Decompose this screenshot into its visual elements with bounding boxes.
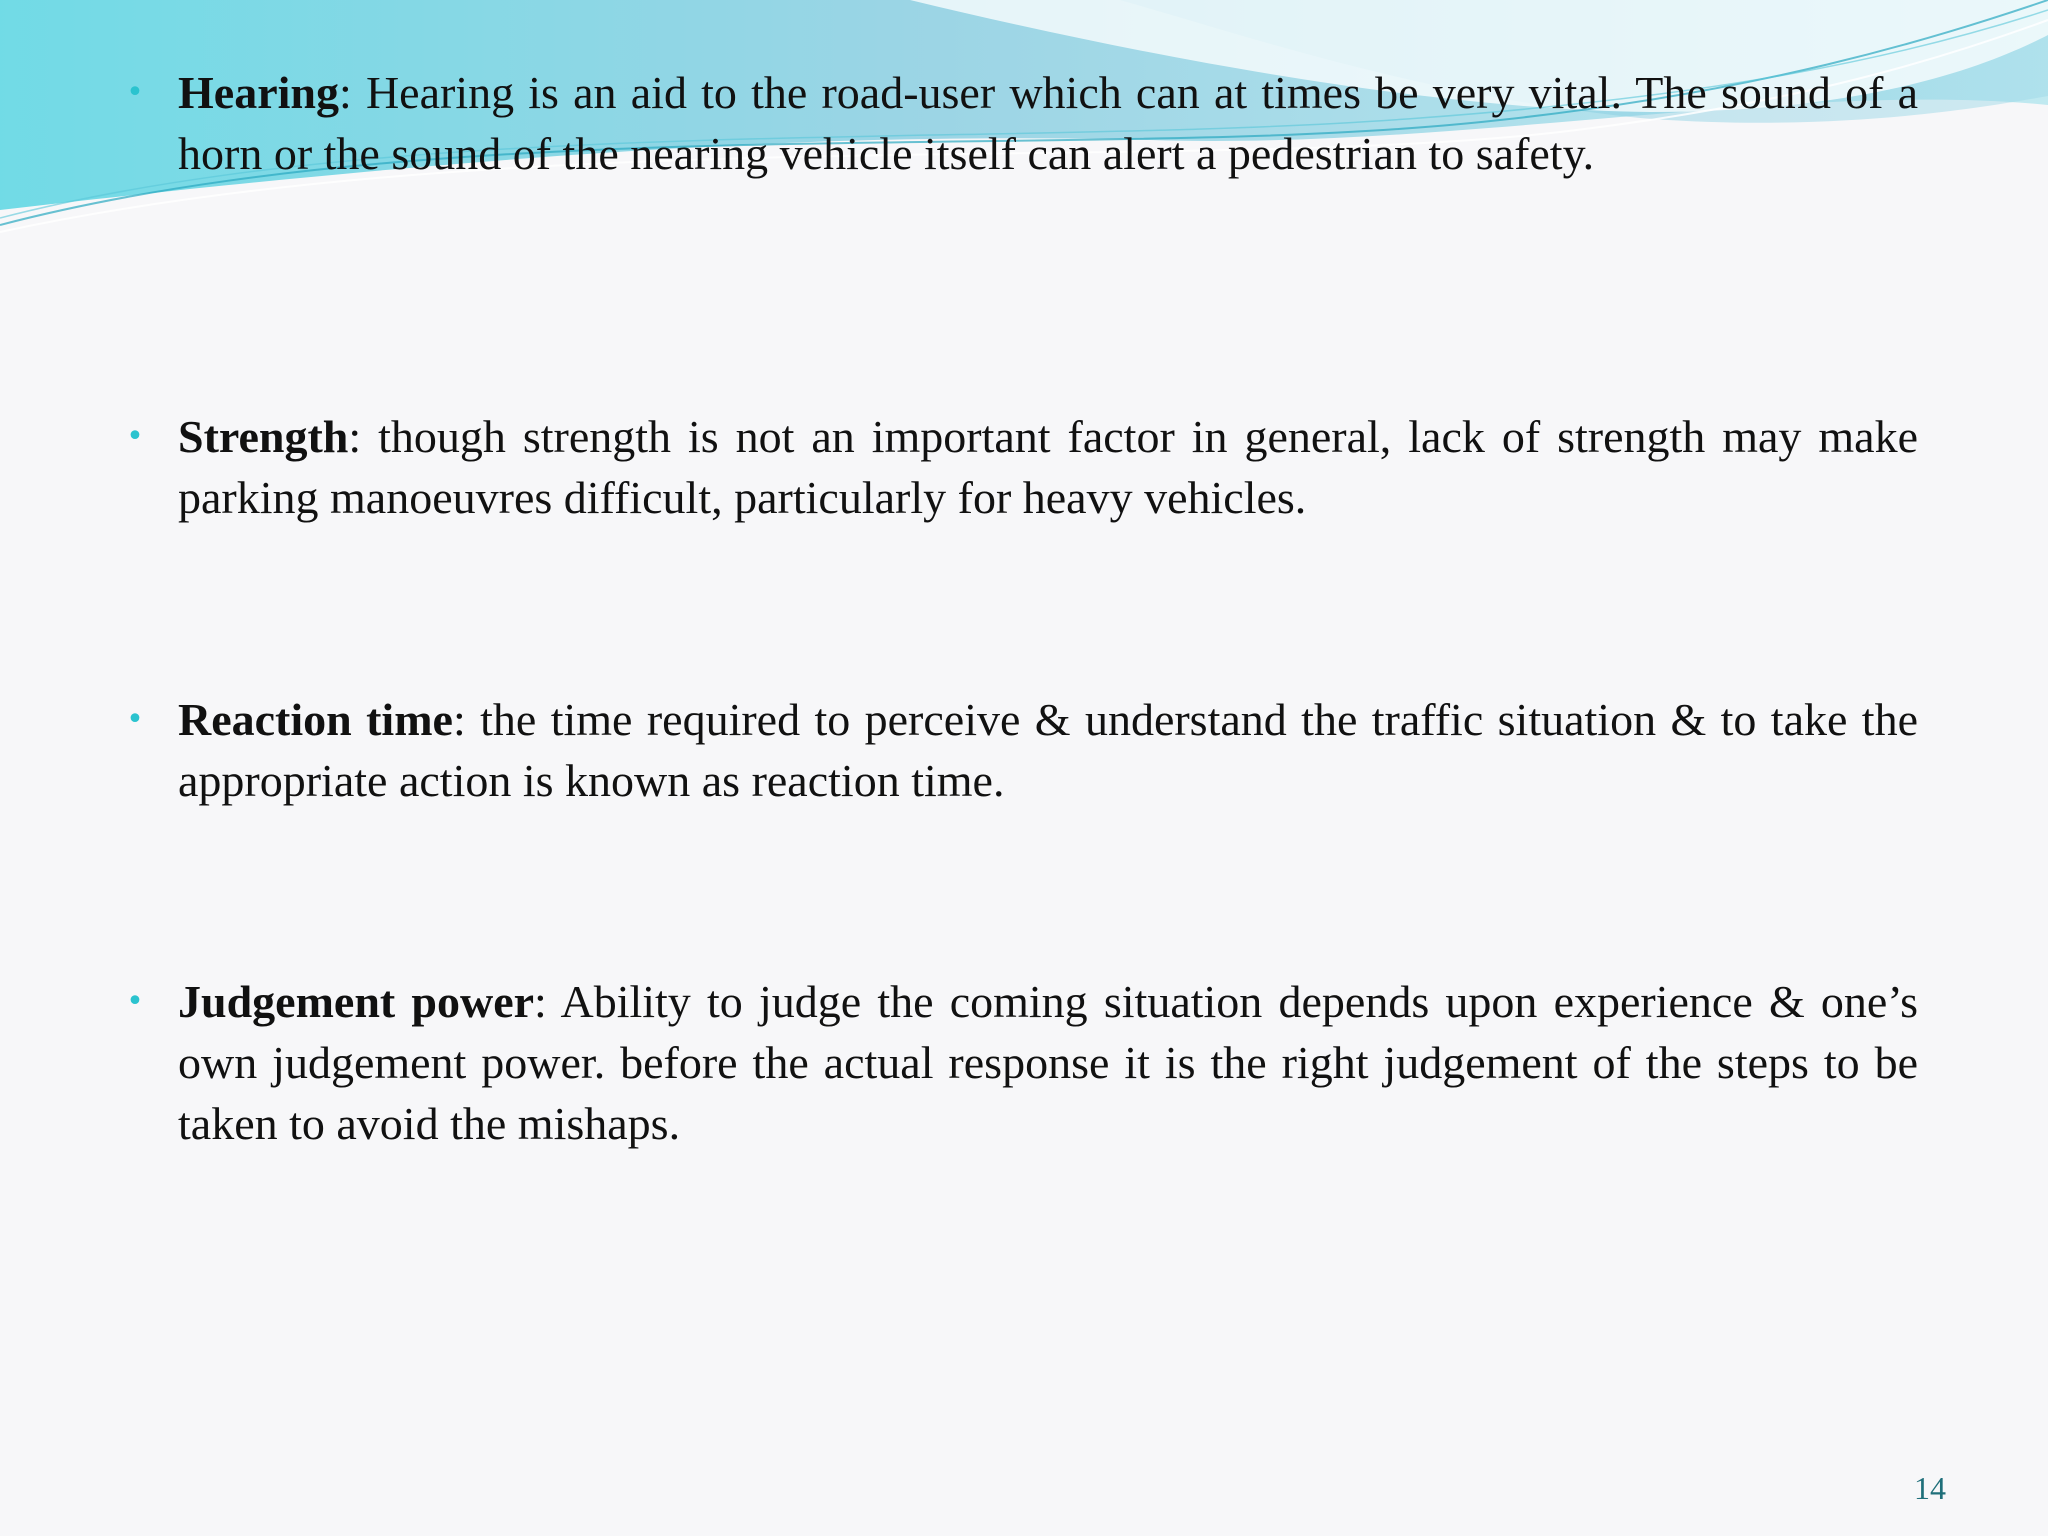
bullet-term: Strength: [178, 411, 349, 462]
bullet-item-reaction-time: [126, 689, 1918, 811]
bullet-text: : though strength is not an important factor in general, lack of strength may make parking manoeuvres difficult, particularly for heavy vehicles.: [178, 411, 1918, 523]
bullet-marker: •: [126, 419, 144, 454]
bullet-term: Judgement power: [178, 976, 535, 1027]
bullet-item-hearing: [126, 62, 1918, 184]
bullet-term: Reaction time: [178, 694, 453, 745]
bullet-item-strength: [126, 406, 1918, 528]
bullet-text: : the time required to perceive & understand the traffic situation & to take the appropriate action is known as reaction time.: [178, 694, 1918, 806]
bullet-marker: •: [126, 75, 144, 110]
bullet-text: : Hearing is an aid to the road-user which can at times be very vital. The sound of a horn or the sound of the nearing vehicle itself can alert a pedestrian to safety.: [178, 67, 1918, 179]
bullet-item-judgement-power: [126, 971, 1918, 1154]
bullet-marker: •: [126, 702, 144, 737]
bullet-marker: •: [126, 984, 144, 1019]
slide-number: 14: [1914, 1470, 1946, 1506]
bullet-text: : Ability to judge the coming situation depends upon experience & one’s own judgement power. before the actual response it is the right judgement of the steps to be taken to avoid the mishaps.: [178, 976, 1918, 1149]
bullet-term: Hearing: [178, 67, 339, 118]
